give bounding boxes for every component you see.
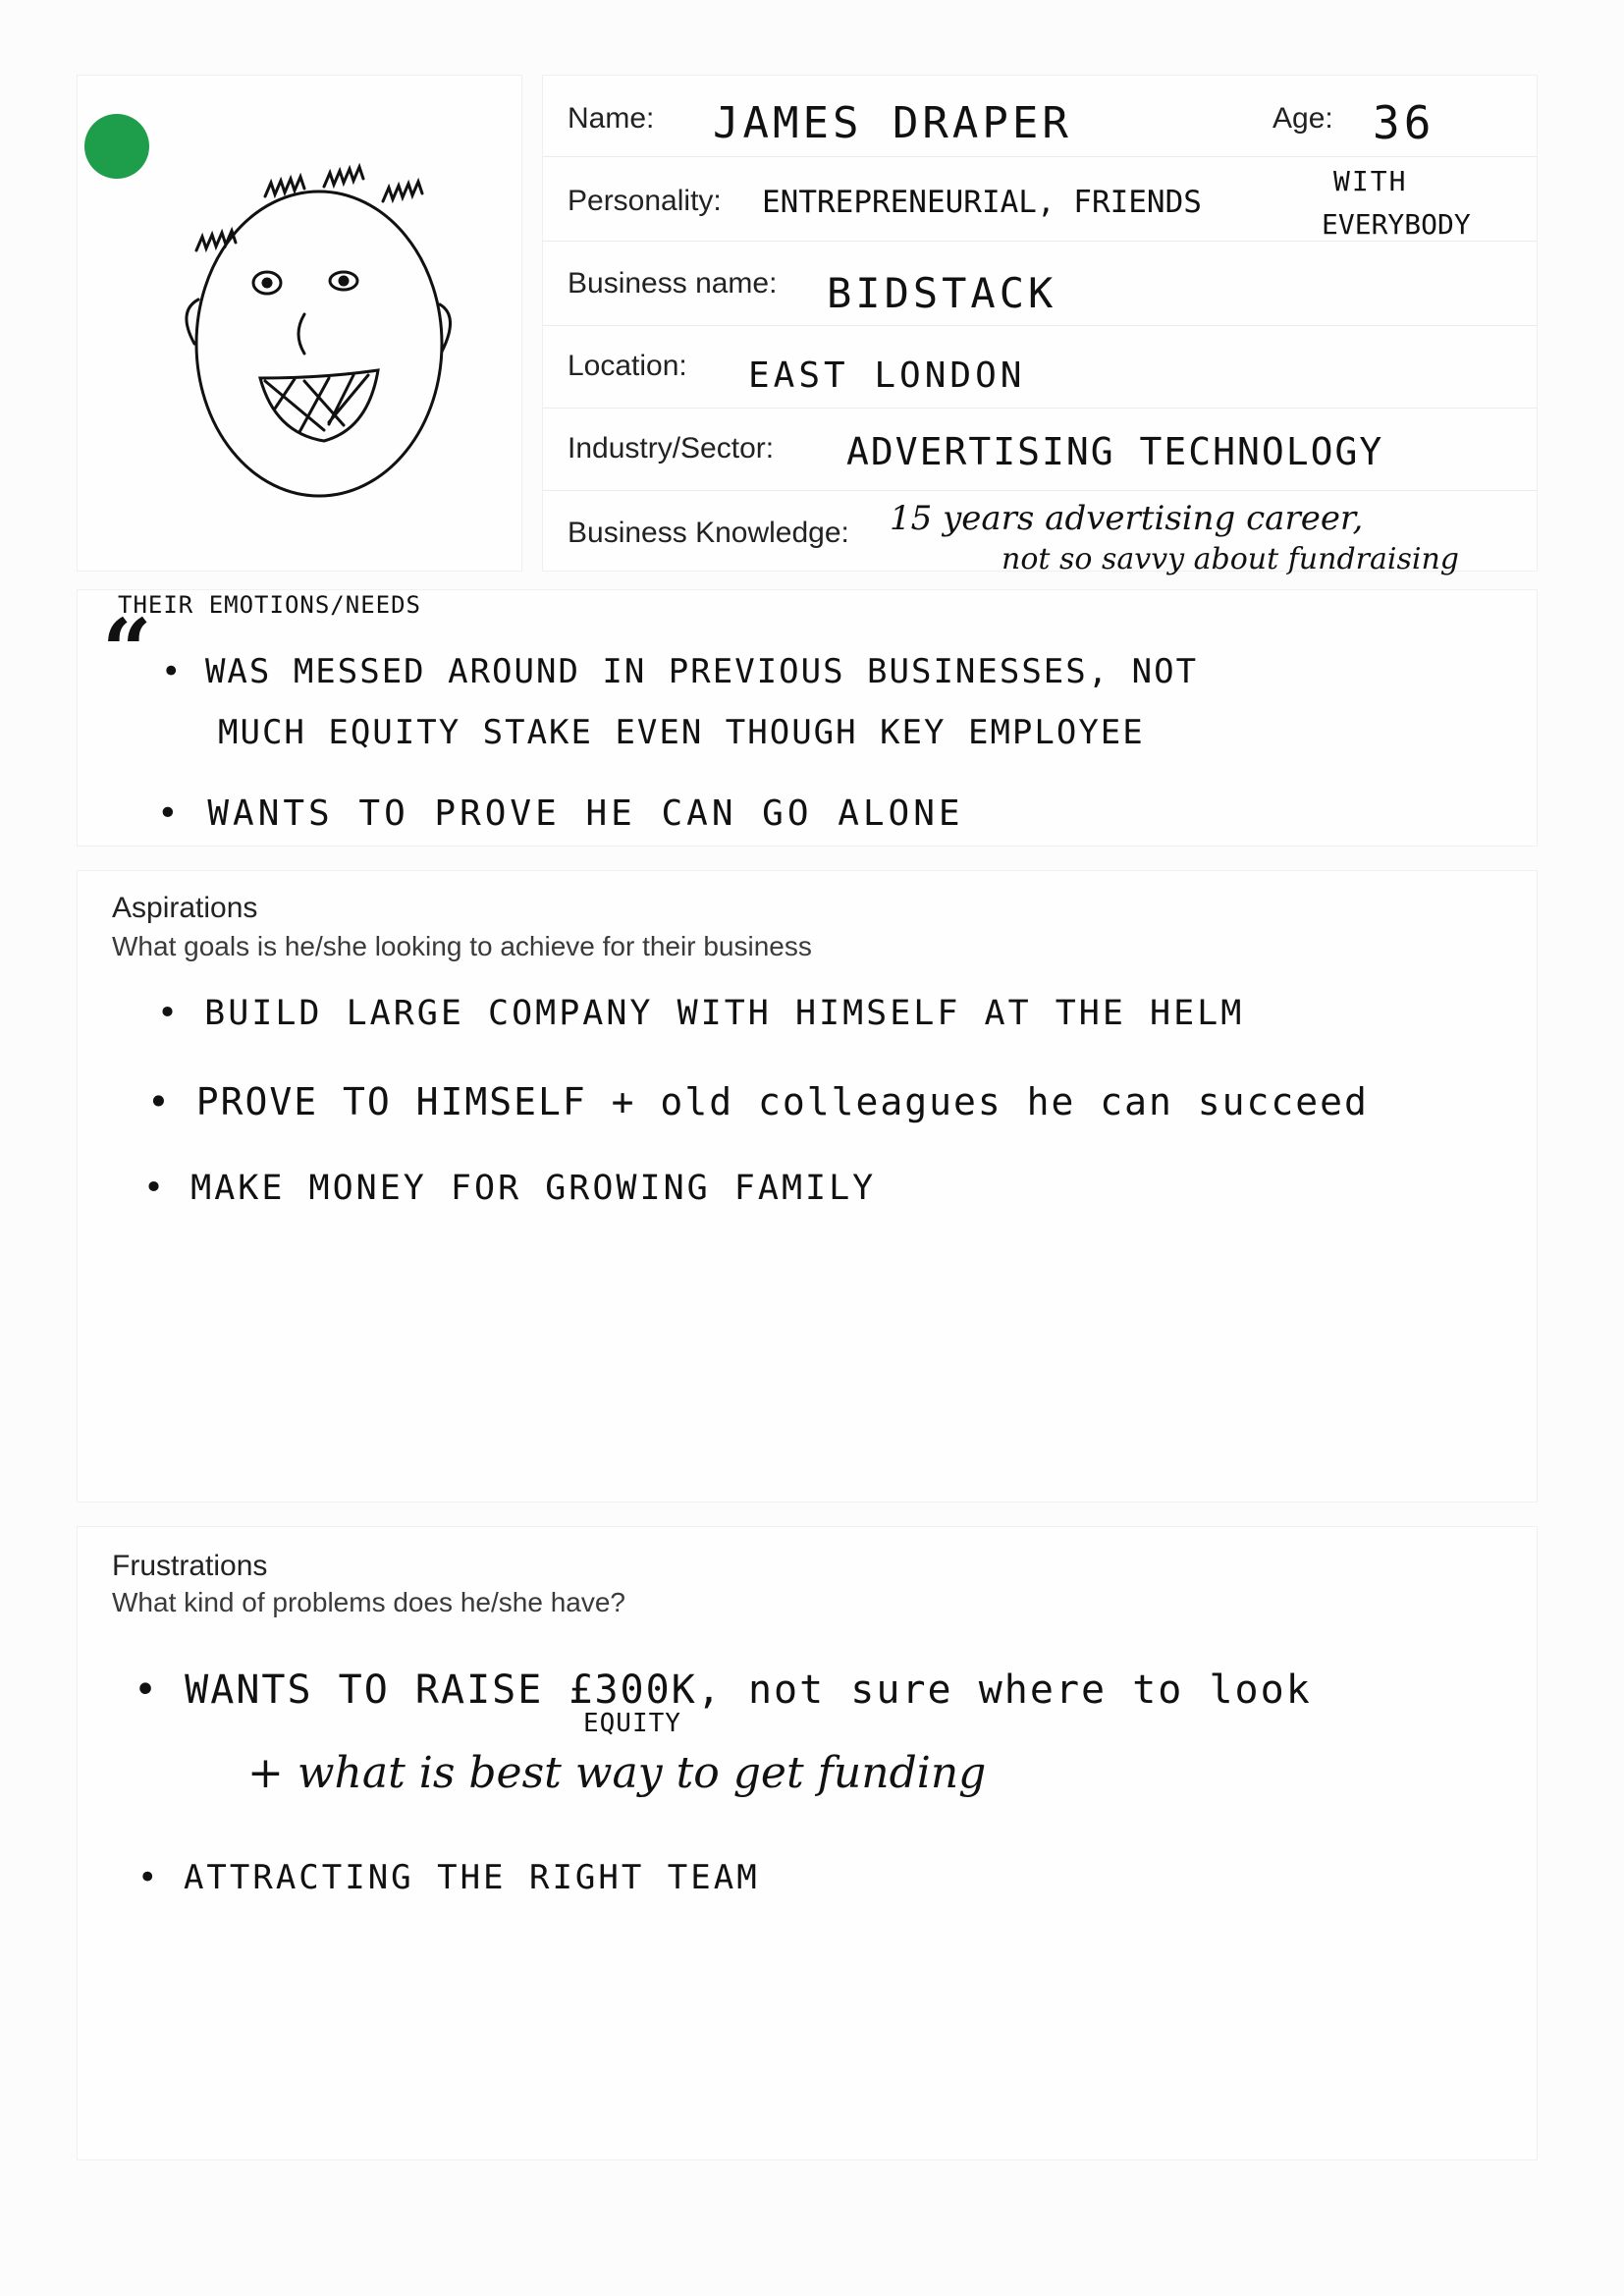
aspiration-item-1: • BUILD LARGE COMPANY WITH HIMSELF AT THE HELM	[157, 994, 1245, 1033]
name-value: JAMES DRAPER	[713, 98, 1072, 148]
business-knowledge-label: Business Knowledge:	[568, 517, 849, 549]
age-value: 36	[1373, 96, 1435, 149]
business-name-label: Business name:	[568, 267, 778, 300]
pupil-right	[340, 277, 348, 285]
name-label: Name:	[568, 102, 655, 135]
personality-label: Personality:	[568, 185, 722, 217]
personality-value-2: WITH	[1333, 165, 1408, 197]
personality-value: ENTREPRENEURIAL, FRIENDS	[762, 185, 1202, 220]
divider	[542, 155, 1537, 157]
aspirations-title: Aspirations	[112, 892, 258, 924]
industry-label: Industry/Sector:	[568, 432, 775, 465]
location-label: Location:	[568, 350, 687, 382]
industry-value: ADVERTISING TECHNOLOGY	[846, 430, 1384, 473]
frustration-item-1-note: EQUITY	[583, 1709, 681, 1738]
emotions-heading: THEIR EMOTIONS/NEEDS	[118, 591, 421, 619]
aspiration-item-2: • PROVE TO HIMSELF + old colleagues he can succeed	[147, 1080, 1369, 1123]
frustration-item-1-cont: + what is best way to get funding	[247, 1748, 987, 1798]
frustrations-title: Frustrations	[112, 1550, 268, 1582]
business-knowledge-value: 15 years advertising career,	[890, 499, 1364, 538]
status-indicator	[84, 114, 149, 179]
divider	[542, 407, 1537, 409]
frustration-item-1: • WANTS TO RAISE £300K, not sure where to look	[134, 1667, 1312, 1713]
nose	[298, 314, 304, 354]
quote-icon: “	[102, 599, 152, 701]
frustration-item-2: • ATTRACTING THE RIGHT TEAM	[137, 1858, 760, 1897]
location-value: EAST LONDON	[748, 355, 1026, 396]
frustrations-subtitle: What kind of problems does he/she have?	[112, 1587, 625, 1617]
hair	[196, 167, 422, 250]
aspirations-subtitle: What goals is he/she looking to achieve for their business	[112, 931, 812, 961]
divider	[542, 489, 1537, 491]
business-name-value: BIDSTACK	[827, 269, 1057, 317]
emotions-line-3: • WANTS TO PROVE HE CAN GO ALONE	[157, 793, 964, 834]
aspiration-item-3: • MAKE MONEY FOR GROWING FAMILY	[143, 1169, 877, 1208]
age-label: Age:	[1272, 102, 1333, 135]
divider	[542, 324, 1537, 326]
emotions-line-2: MUCH EQUITY STAKE EVEN THOUGH KEY EMPLOYEE	[218, 713, 1145, 752]
avatar	[157, 157, 471, 511]
personality-value-3: EVERYBODY	[1322, 208, 1471, 241]
business-knowledge-value-2: not so savvy about fundraising	[1001, 542, 1459, 576]
pupil-left	[263, 279, 271, 287]
frustrations-panel	[77, 1526, 1538, 2160]
emotions-line-1: • WAS MESSED AROUND IN PREVIOUS BUSINESSES, NOT	[161, 652, 1199, 691]
